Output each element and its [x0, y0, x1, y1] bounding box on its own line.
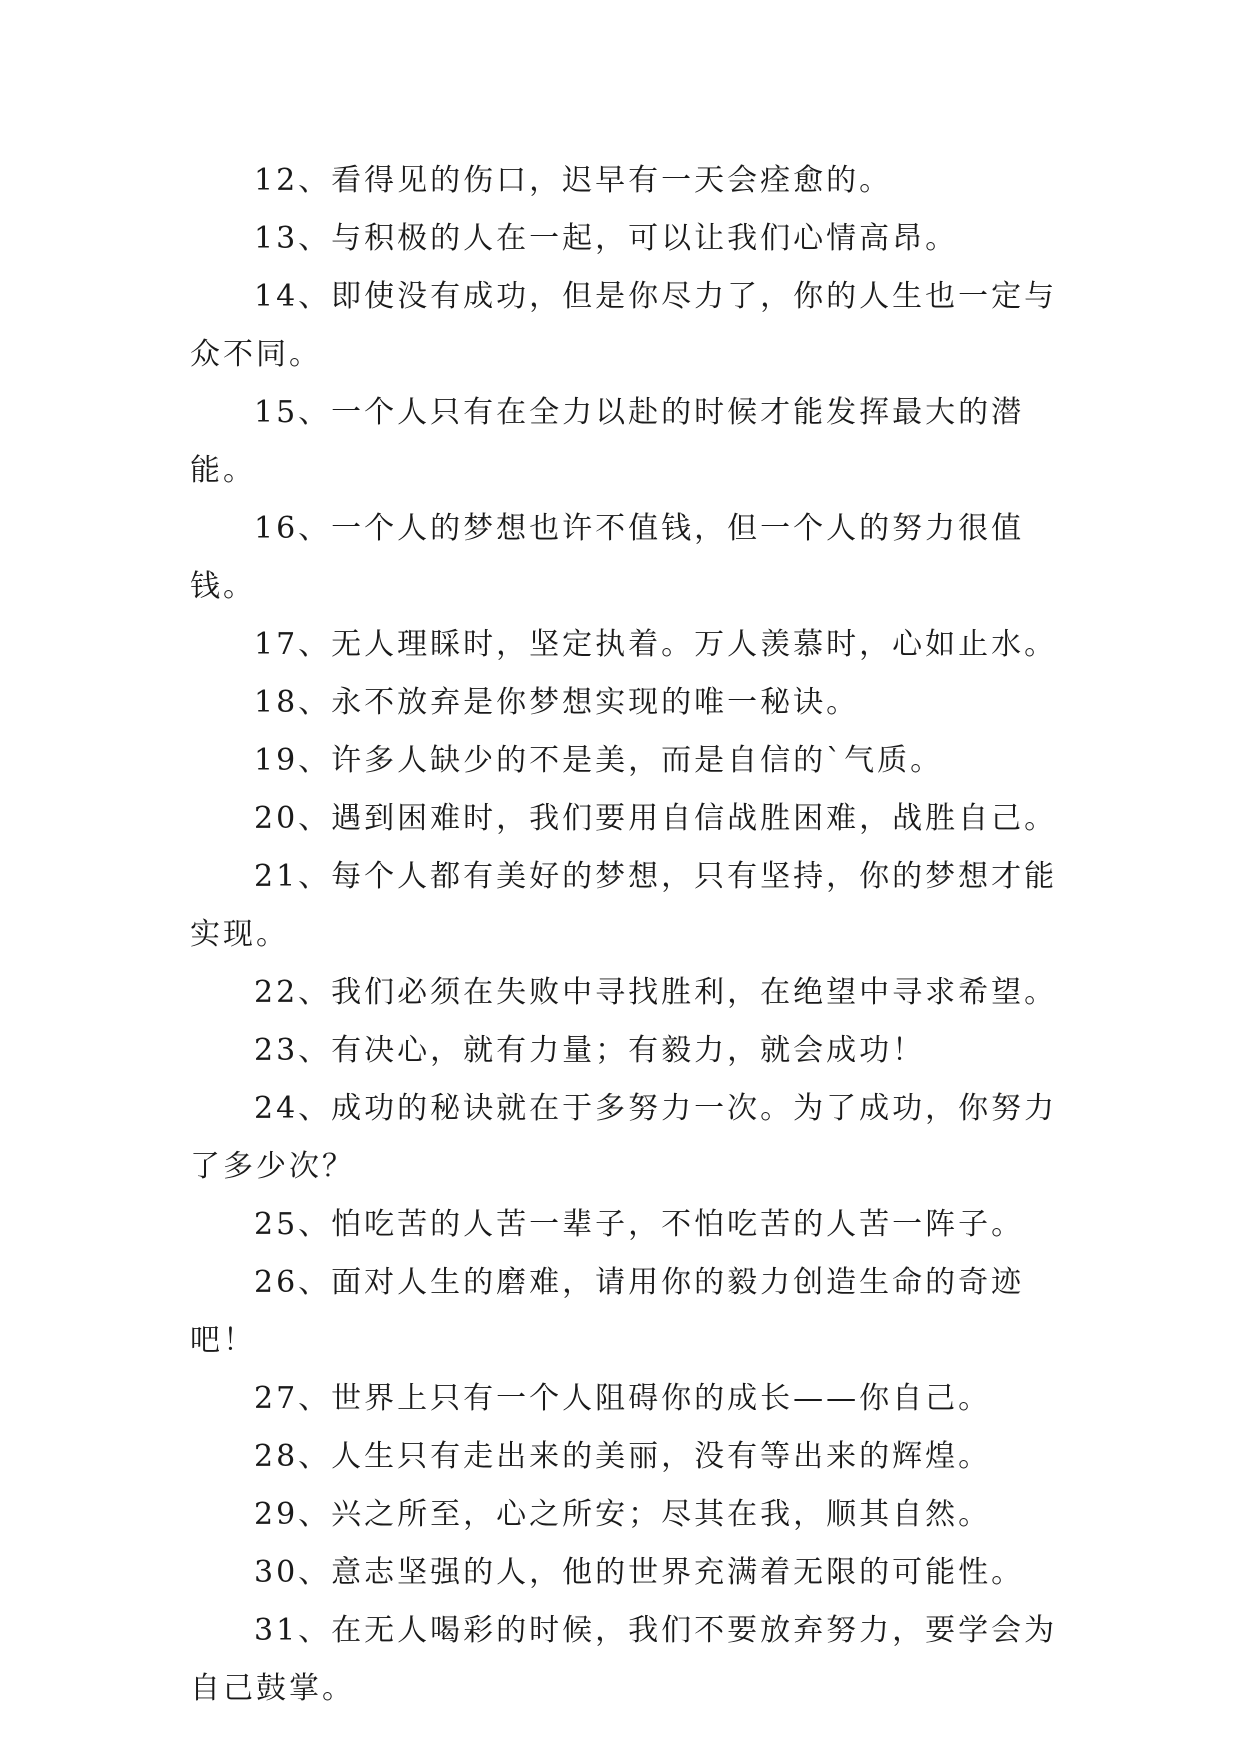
quote-paragraph-19: 19、许多人缺少的不是美，而是自信的`气质。 [254, 743, 944, 778]
quote-paragraph-18: 18、永不放弃是你梦想实现的唯一秘诀。 [254, 685, 860, 720]
quote-paragraph-30: 30、意志坚强的人，他的世界充满着无限的可能性。 [254, 1555, 1025, 1590]
quote-paragraph-17: 17、无人理睬时，坚定执着。万人羡慕时，心如止水。 [254, 627, 1058, 662]
quote-paragraph-23: 23、有决心，就有力量；有毅力，就会成功！ [254, 1033, 926, 1068]
quote-paragraph-29: 29、兴之所至，心之所安；尽其在我，顺其自然。 [254, 1497, 992, 1532]
quote-paragraph-15: 15、一个人只有在全力以赴的时候才能发挥最大的潜能。 [190, 395, 1025, 488]
quote-paragraph-27: 27、世界上只有一个人阻碍你的成长——你自己。 [254, 1381, 992, 1416]
quote-paragraph-12: 12、看得见的伤口，迟早有一天会痊愈的。 [254, 163, 893, 198]
quote-paragraph-22: 22、我们必须在失败中寻找胜利，在绝望中寻求希望。 [254, 975, 1058, 1010]
quote-paragraph-31: 31、在无人喝彩的时候，我们不要放弃努力，要学会为自己鼓掌。 [190, 1613, 1058, 1706]
document-body [190, 152, 1070, 1718]
quote-paragraph-28: 28、人生只有走出来的美丽，没有等出来的辉煌。 [254, 1439, 992, 1474]
quote-paragraph-24: 24、成功的秘诀就在于多努力一次。为了成功，你努力了多少次？ [190, 1091, 1058, 1184]
quote-paragraph-20: 20、遇到困难时，我们要用自信战胜困难，战胜自己。 [254, 801, 1058, 836]
quote-paragraph-16: 16、一个人的梦想也许不值钱，但一个人的努力很值钱。 [190, 511, 1025, 604]
quote-paragraph-25: 25、怕吃苦的人苦一辈子，不怕吃苦的人苦一阵子。 [254, 1207, 1025, 1242]
quote-paragraph-13: 13、与积极的人在一起，可以让我们心情高昂。 [254, 221, 959, 256]
quote-paragraph-14: 14、即使没有成功，但是你尽力了，你的人生也一定与众不同。 [190, 279, 1058, 372]
quote-paragraph-21: 21、每个人都有美好的梦想，只有坚持，你的梦想才能实现。 [190, 859, 1058, 952]
quote-paragraph-26: 26、面对人生的磨难，请用你的毅力创造生命的奇迹吧！ [190, 1265, 1025, 1358]
